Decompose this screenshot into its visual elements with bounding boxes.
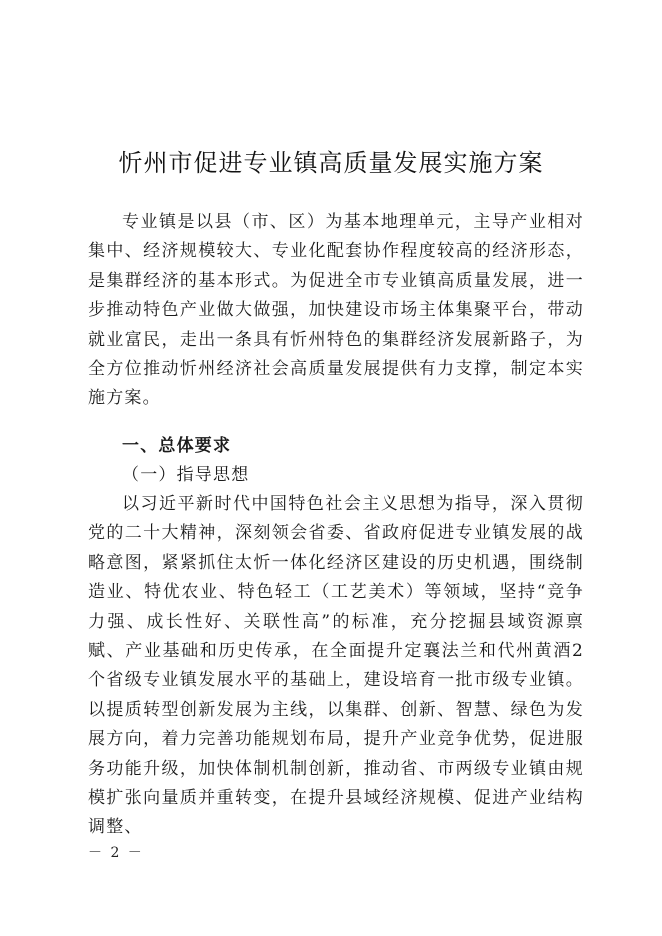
- intro-paragraph: 专业镇是以县（市、区）为基本地理单元，主导产业相对集中、经济规模较大、专业化配套协作程度较高的经济形态，是集群经济的基本形式。为促进全市专业镇高质量发展，进一步推动特色产业做大做强，加快建设市场主体集聚平台，带动就业富民，走出一条具有忻州特色的集群经济发展新路子，为全方位推动忻州经济社会高质量发展提供有力支撑，制定本实施方案。: [88, 212, 584, 409]
- guiding-paragraph: 以习近平新时代中国特色社会主义思想为指导，深入贯彻党的二十大精神，深刻领会省委、省政府促进专业镇发展的战略意图，紧紧抓住太忻一体化经济区建设的历史机遇，围绕制造业、特优农业、特色轻工（工艺美术）等领域，坚持“竞争力强、成长性好、关联性高”的标准，充分挖掘县域资源禀赋、产业基础和历史传承，在全面提升定襄法兰和代州黄酒2个省级专业镇发展水平的基础上，建设培育一批市级专业镇。以提质转型创新发展为主线，以集群、创新、智慧、绿色为发展方向，着力完善功能规划布局，提升产业竞争优势，促进服务功能升级，加快体制机制创新，推动省、市两级专业镇由规模扩张向量质并重转变，在提升县域经济规模、促进产业结构调整、: [88, 494, 584, 838]
- section-heading: 一、总体要求: [122, 436, 232, 456]
- document-title: 忻州市促进专业镇高质量发展实施方案: [118, 149, 544, 177]
- page-number: － 2 －: [88, 845, 144, 861]
- subsection-heading: （一）指导思想: [122, 465, 250, 485]
